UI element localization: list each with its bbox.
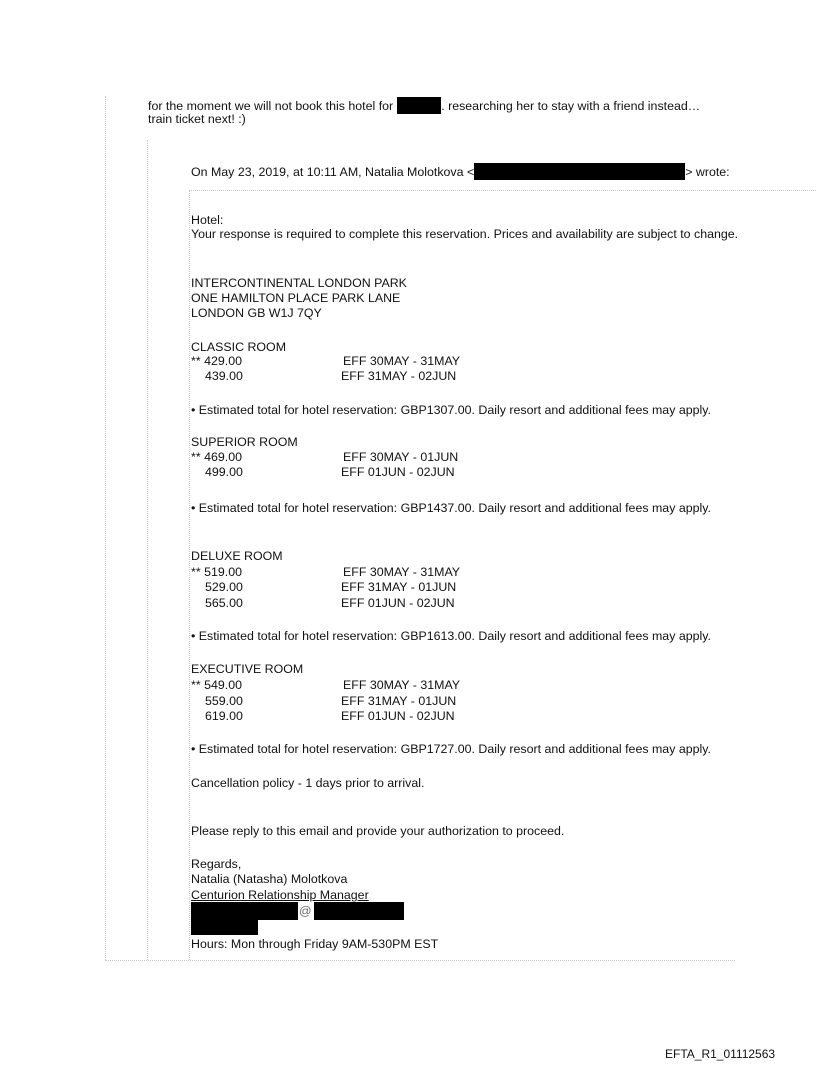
estimate-line: • Estimated total for hotel reservation: GBP1727.00. Daily resort and additional fees may apply. bbox=[191, 742, 711, 756]
room-name: EXECUTIVE ROOM bbox=[191, 662, 304, 676]
signature-title: Centurion Relationship Manager bbox=[191, 888, 369, 902]
room-name: CLASSIC ROOM bbox=[191, 340, 287, 354]
rate-dates: EFF 01JUN - 02JUN bbox=[341, 465, 455, 479]
estimate-line: • Estimated total for hotel reservation: GBP1307.00. Daily resort and additional fees may apply. bbox=[191, 403, 711, 417]
reply-line-2: train ticket next! :) bbox=[148, 112, 246, 126]
rate-dates: EFF 30MAY - 01JUN bbox=[343, 450, 459, 464]
quote-bottom-rule bbox=[105, 960, 735, 961]
rate-dates: EFF 30MAY - 31MAY bbox=[343, 678, 461, 692]
redaction-block bbox=[314, 902, 404, 920]
hotel-address-2: LONDON GB W1J 7QY bbox=[191, 306, 322, 320]
hotel-address-1: ONE HAMILTON PLACE PARK LANE bbox=[191, 291, 401, 305]
redaction-block bbox=[191, 919, 258, 935]
room-name: DELUXE ROOM bbox=[191, 549, 283, 563]
redaction-block bbox=[474, 163, 685, 180]
rate-dates: EFF 01JUN - 02JUN bbox=[341, 709, 455, 723]
middle-quote-border bbox=[147, 140, 148, 960]
cancellation-policy: Cancellation policy - 1 days prior to arrival. bbox=[191, 776, 425, 790]
outer-quote-border bbox=[105, 96, 106, 960]
regards: Regards, bbox=[191, 857, 242, 871]
please-reply: Please reply to this email and provide your authorization to proceed. bbox=[191, 824, 565, 838]
estimate-line: • Estimated total for hotel reservation: GBP1437.00. Daily resort and additional fees may apply. bbox=[191, 501, 711, 515]
redaction-block bbox=[191, 902, 298, 920]
rate-price: 565.00 bbox=[205, 596, 243, 610]
quote-header-prefix: On May 23, 2019, at 10:11 AM, Natalia Molotkova < bbox=[191, 165, 475, 179]
inner-quote-top-rule bbox=[189, 190, 816, 191]
rate-price: 529.00 bbox=[205, 580, 243, 594]
business-hours: Hours: Mon through Friday 9AM-530PM EST bbox=[191, 937, 439, 951]
rate-price: 619.00 bbox=[205, 709, 243, 723]
redaction-block bbox=[397, 97, 441, 114]
quote-header-suffix: > wrote: bbox=[685, 165, 730, 179]
reply-line-1-end: . researching her to stay with a friend instead… bbox=[441, 99, 701, 113]
intro-text: Your response is required to complete this reservation. Prices and availability are subject to change. bbox=[191, 227, 739, 241]
rate-dates: EFF 31MAY - 02JUN bbox=[341, 369, 457, 383]
rate-price: ** 519.00 bbox=[191, 565, 242, 579]
inner-quote-border bbox=[189, 190, 190, 960]
reply-line-1-start: for the moment we will not book this hotel for bbox=[148, 99, 394, 113]
rate-price: ** 469.00 bbox=[191, 450, 242, 464]
rate-dates: EFF 30MAY - 31MAY bbox=[343, 354, 461, 368]
quote-header bbox=[191, 163, 730, 180]
rate-price: 499.00 bbox=[205, 465, 243, 479]
rate-dates: EFF 30MAY - 31MAY bbox=[343, 565, 461, 579]
rate-price: ** 429.00 bbox=[191, 354, 242, 368]
rate-dates: EFF 01JUN - 02JUN bbox=[341, 596, 455, 610]
signature-at: @ bbox=[299, 904, 312, 918]
rate-price: 559.00 bbox=[205, 694, 243, 708]
hotel-label: Hotel: bbox=[191, 213, 224, 227]
hotel-name: INTERCONTINENTAL LONDON PARK bbox=[191, 276, 407, 290]
rate-dates: EFF 31MAY - 01JUN bbox=[341, 580, 457, 594]
rate-price: 439.00 bbox=[205, 369, 243, 383]
estimate-line: • Estimated total for hotel reservation: GBP1613.00. Daily resort and additional fees may apply. bbox=[191, 629, 711, 643]
rate-price: ** 549.00 bbox=[191, 678, 242, 692]
rate-dates: EFF 31MAY - 01JUN bbox=[341, 694, 457, 708]
document-id: EFTA_R1_01112563 bbox=[665, 1047, 776, 1061]
room-name: SUPERIOR ROOM bbox=[191, 435, 298, 449]
signature-name: Natalia (Natasha) Molotkova bbox=[191, 872, 348, 886]
